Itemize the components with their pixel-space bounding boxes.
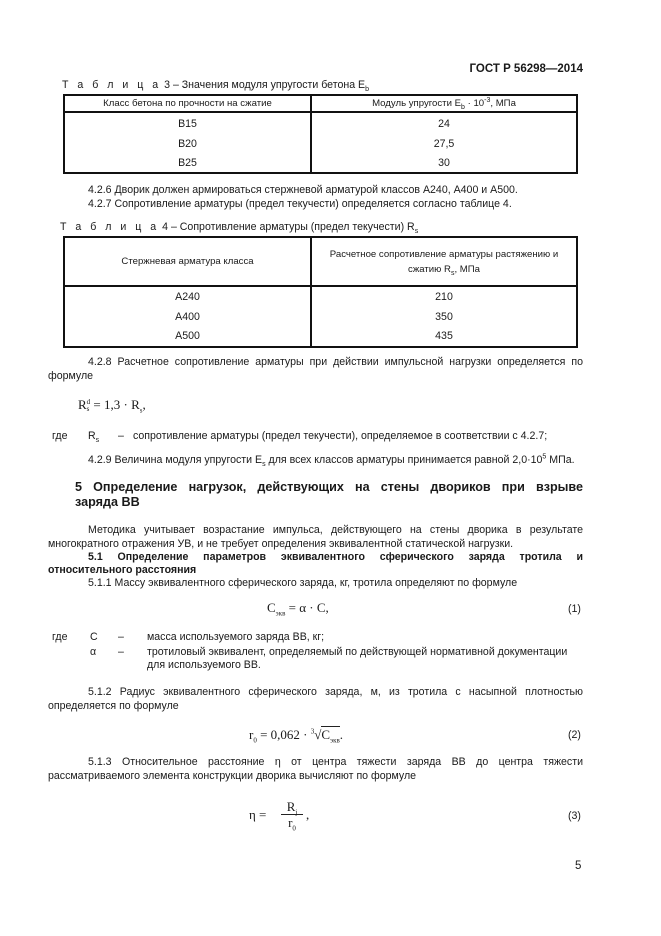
paragraph-4-2-6: 4.2.6 Дворик должен армироваться стержневой арматурой классов А240, А400 и А500. [88, 184, 518, 196]
paragraph-4-2-7: 4.2.7 Сопротивление арматуры (предел текучести) определяется согласно таблице 4. [88, 198, 512, 210]
formula-1-number: (1) [568, 603, 581, 615]
cell: 27,5 [311, 134, 577, 153]
table4-header-resistance: Расчетное сопротивление арматуры растяжению и сжатию $R_s$, МПа [311, 237, 577, 286]
paragraph-5-1-2-line1: 5.1.2 Радиус эквивалентного сферического заряда, м, из тротила с насыпной плотностью [88, 686, 583, 698]
cell: 30 [311, 153, 577, 173]
table4-caption: Т а б л и ц а 4 – Сопротивление арматуры (предел текучести) $R_s$ [60, 221, 419, 236]
table3-caption: Т а б л и ц а 3 – Значения модуля упругости бетона $E_b$ [62, 79, 370, 94]
paragraph-5-1-3-line1: 5.1.3 Относительное расстояние η от центра тяжести заряда ВВ до центра тяжести [88, 756, 583, 768]
where-dash: – [118, 430, 124, 442]
paragraph-5-line1: Методика учитывает возрастание импульса, действующего на стены дворика в результате [88, 524, 583, 536]
where-text: масса используемого заряда ВВ, кг; [147, 631, 325, 643]
where-label: где [52, 631, 68, 643]
cell: А500 [64, 326, 311, 347]
section-5-1-heading-line2: относительного расстояния [48, 564, 197, 576]
cell: 435 [311, 326, 577, 347]
cell: B15 [64, 112, 311, 134]
cell: B25 [64, 153, 311, 173]
table-row [64, 286, 577, 307]
table-row [64, 326, 577, 347]
paragraph-4-2-8-line2: формуле [48, 370, 94, 382]
table-row [64, 134, 577, 153]
cell: 350 [311, 307, 577, 326]
formula-2: $r_0 = 0,062 \cdot ^3√C_{экв}$. [249, 727, 344, 745]
section-5-heading-line1: 5 Определение нагрузок, действующих на стены двориков при взрыве [75, 480, 583, 494]
page-number: 5 [575, 860, 582, 872]
table-row [64, 153, 577, 173]
paragraph-5-1-1: 5.1.1 Массу эквивалентного сферического заряда, кг, тротила определяют по формуле [88, 577, 518, 589]
where-symbol: $R_s$ [88, 430, 100, 445]
cell: А240 [64, 286, 311, 307]
formula-3-tail: , [306, 807, 310, 822]
formula-rs: R d s = $1,3 \cdot R_s$, [78, 397, 146, 415]
where-text: для используемого ВВ. [147, 659, 261, 671]
paragraph-5-1-3-line2: рассматриваемого элемента конструкции дворика вычисляют по формуле [48, 770, 417, 782]
where-symbol: α [90, 646, 97, 658]
where-text: тротиловый эквивалент, определяемый по действующей нормативной документации [147, 646, 568, 658]
table3-header-modulus: Модуль упругости $E_b \cdot 10^{-3}$, МПа [311, 95, 577, 112]
table4-header-class: Стержневая арматура класса [64, 237, 311, 286]
where-symbol: C [90, 631, 98, 643]
where-text: сопротивление арматуры (предел текучести), определяемое в соответствии с 4.2.7; [133, 430, 548, 442]
table-row [64, 112, 577, 134]
cell: 210 [311, 286, 577, 307]
table3 [63, 94, 578, 174]
table4 [63, 236, 578, 348]
paragraph-5-1-2-line2: определяется по формуле [48, 700, 179, 712]
section-5-heading-line2: заряда ВВ [75, 495, 140, 509]
paragraph-4-2-8-line1: 4.2.8 Расчетное сопротивление арматуры при действии импульсной нагрузки определяется по [88, 356, 583, 368]
cell: А400 [64, 307, 311, 326]
formula-3-lhs: η = [249, 807, 267, 822]
formula-1: $C_{экв} = \alpha \cdot C$, [267, 600, 329, 618]
cell: B20 [64, 134, 311, 153]
formula-3-number: (3) [568, 810, 581, 822]
paragraph-4-2-9: 4.2.9 Величина модуля упругости $E_s$ для всех классов арматуры принимается равной $2,0\cdot 10^5$ МПа. [88, 453, 575, 469]
paragraph-5-line2: многократного отражения УВ, и не требует определения эквивалентной статической нагрузки. [48, 538, 514, 550]
cell: 24 [311, 112, 577, 134]
where-label: где [52, 430, 68, 442]
where-dash: – [118, 646, 124, 658]
where-dash: – [118, 631, 124, 643]
table-row [64, 307, 577, 326]
table3-header-class: Класс бетона по прочности на сжатие [64, 95, 311, 112]
section-5-1-heading-line1: 5.1 Определение параметров эквивалентного сферического заряда тротила и [88, 551, 583, 563]
root-sign-icon: √ [314, 727, 322, 742]
formula-2-number: (2) [568, 729, 581, 741]
document-id: ГОСТ Р 56298—2014 [469, 63, 583, 75]
formula-3-fraction: $\frac{R_j}{r_0}$ [281, 799, 303, 830]
